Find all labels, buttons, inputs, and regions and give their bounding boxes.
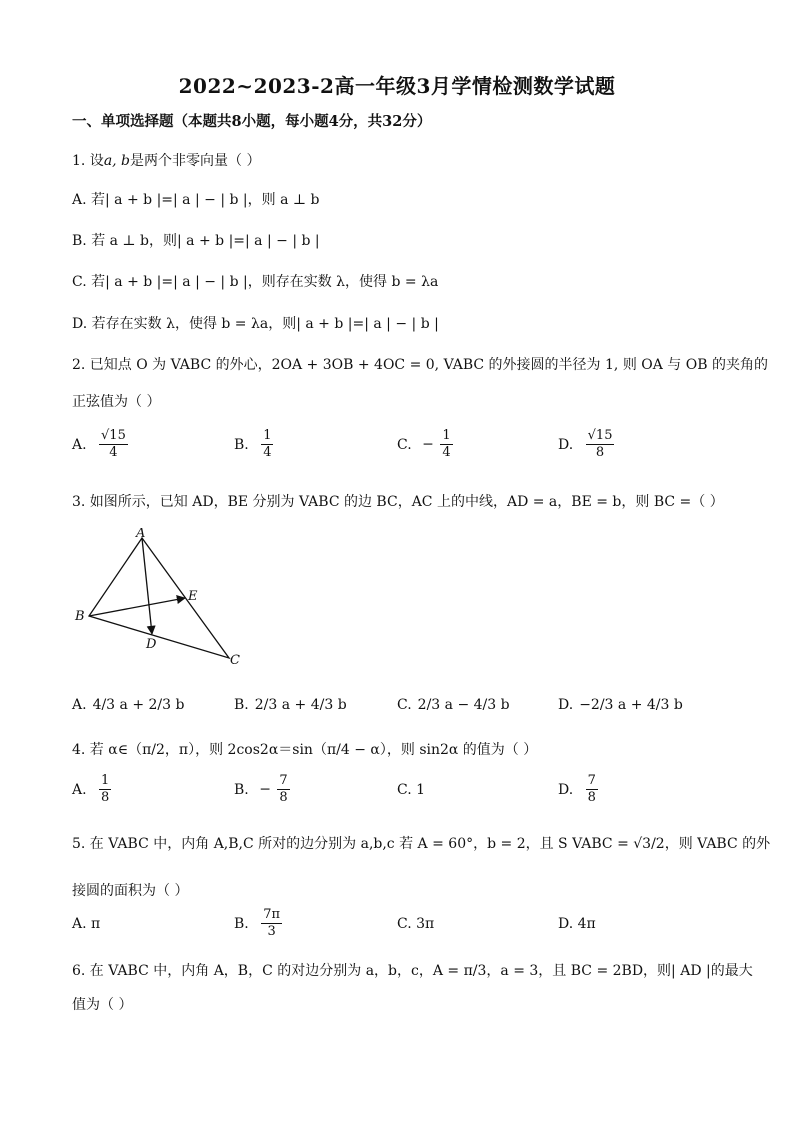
q1-option-a[interactable]: A. 若| a + b |=| a | − | b |，则 a ⊥ b: [72, 192, 320, 208]
q4-option-a[interactable]: A. $\frac{1}{8}$: [72, 773, 110, 805]
q3-option-a[interactable]: A. 4/3 a + 2/3 b: [72, 697, 185, 713]
q4-option-b[interactable]: B. − $\frac{7}{8}$: [234, 773, 288, 805]
q6-stem-line1: 6. 在 VABC 中，内角 A，B，C 的对边分别为 a，b，c，A = π/3，a = 3，且 BC = 2BD，则| AD |的最大: [72, 963, 753, 979]
q2-option-d[interactable]: D. $\frac{√15}{8}$: [558, 428, 613, 460]
q5-stem-line2: 接圆的面积为（ ）: [72, 883, 189, 899]
q5-option-a[interactable]: A. π: [72, 916, 101, 932]
section-heading: 一、单项选择题（本题共8小题，每小题4分，共32分）: [72, 113, 432, 130]
q3-option-c[interactable]: C. 2/3 a − 4/3 b: [397, 697, 510, 713]
q4-option-d[interactable]: D. $\frac{7}{8}$: [558, 773, 596, 805]
label-b: B: [75, 609, 85, 624]
label-c: C: [230, 653, 240, 668]
q4-option-c[interactable]: C. 1: [397, 782, 426, 798]
q1-option-c[interactable]: C. 若| a + b |=| a | − | b |，则存在实数 λ，使得 b = λa: [72, 274, 439, 290]
q3-stem: 3. 如图所示，已知 AD，BE 分别为 VABC 的边 BC，AC 上的中线，AD = a，BE = b，则 BC =（ ）: [72, 494, 724, 510]
q5-option-b[interactable]: B. $\frac{7\pi}{3}$: [234, 907, 281, 939]
q2-option-b[interactable]: B. $\frac{1}{4}$: [234, 428, 272, 460]
q2-option-a[interactable]: A. $\frac{√15}{4}$: [72, 428, 126, 460]
q2-stem-line2: 正弦值为（ ）: [72, 394, 161, 410]
q4-stem: 4. 若 α∈（π/2，π），则 2cos2α＝sin（π/4 − α），则 sin2α 的值为（ ）: [72, 742, 538, 758]
label-d: D: [146, 637, 157, 652]
q1-option-b[interactable]: B. 若 a ⊥ b，则| a + b |=| a | − | b |: [72, 233, 320, 249]
label-a: A: [136, 528, 146, 541]
q3-option-d[interactable]: D. −2/3 a + 4/3 b: [558, 697, 683, 713]
q1-stem: 1. 设a, b是两个非零向量（ ）: [72, 153, 261, 169]
q2-option-c[interactable]: C. − $\frac{1}{4}$: [397, 428, 451, 460]
q5-stem-line1: 5. 在 VABC 中，内角 A,B,C 所对的边分别为 a,b,c 若 A = 60°，b = 2，且 S VABC = √3/2，则 VABC 的外: [72, 836, 771, 852]
q5-option-c[interactable]: C. 3π: [397, 916, 435, 932]
q1-vector-vars: a, b: [103, 153, 131, 169]
q1-option-d[interactable]: D. 若存在实数 λ，使得 b = λa，则| a + b |=| a | − | b |: [72, 316, 439, 332]
q5-option-d[interactable]: D. 4π: [558, 916, 596, 932]
page-title: 2022~2023-2高一年级3月学情检测数学试题: [178, 74, 616, 98]
median-be: [89, 598, 185, 616]
triangle-abc: [89, 538, 229, 658]
median-ad: [142, 538, 152, 634]
label-e: E: [188, 589, 198, 604]
q2-stem-line1: 2. 已知点 O 为 VABC 的外心，2OA + 3OB + 4OC = 0, VABC 的外接圆的半径为 1, 则 OA 与 OB 的夹角的: [72, 357, 768, 373]
q6-stem-line2: 值为（ ）: [72, 997, 133, 1013]
q3-option-b[interactable]: B. 2/3 a + 4/3 b: [234, 697, 347, 713]
triangle-figure: [72, 528, 262, 668]
